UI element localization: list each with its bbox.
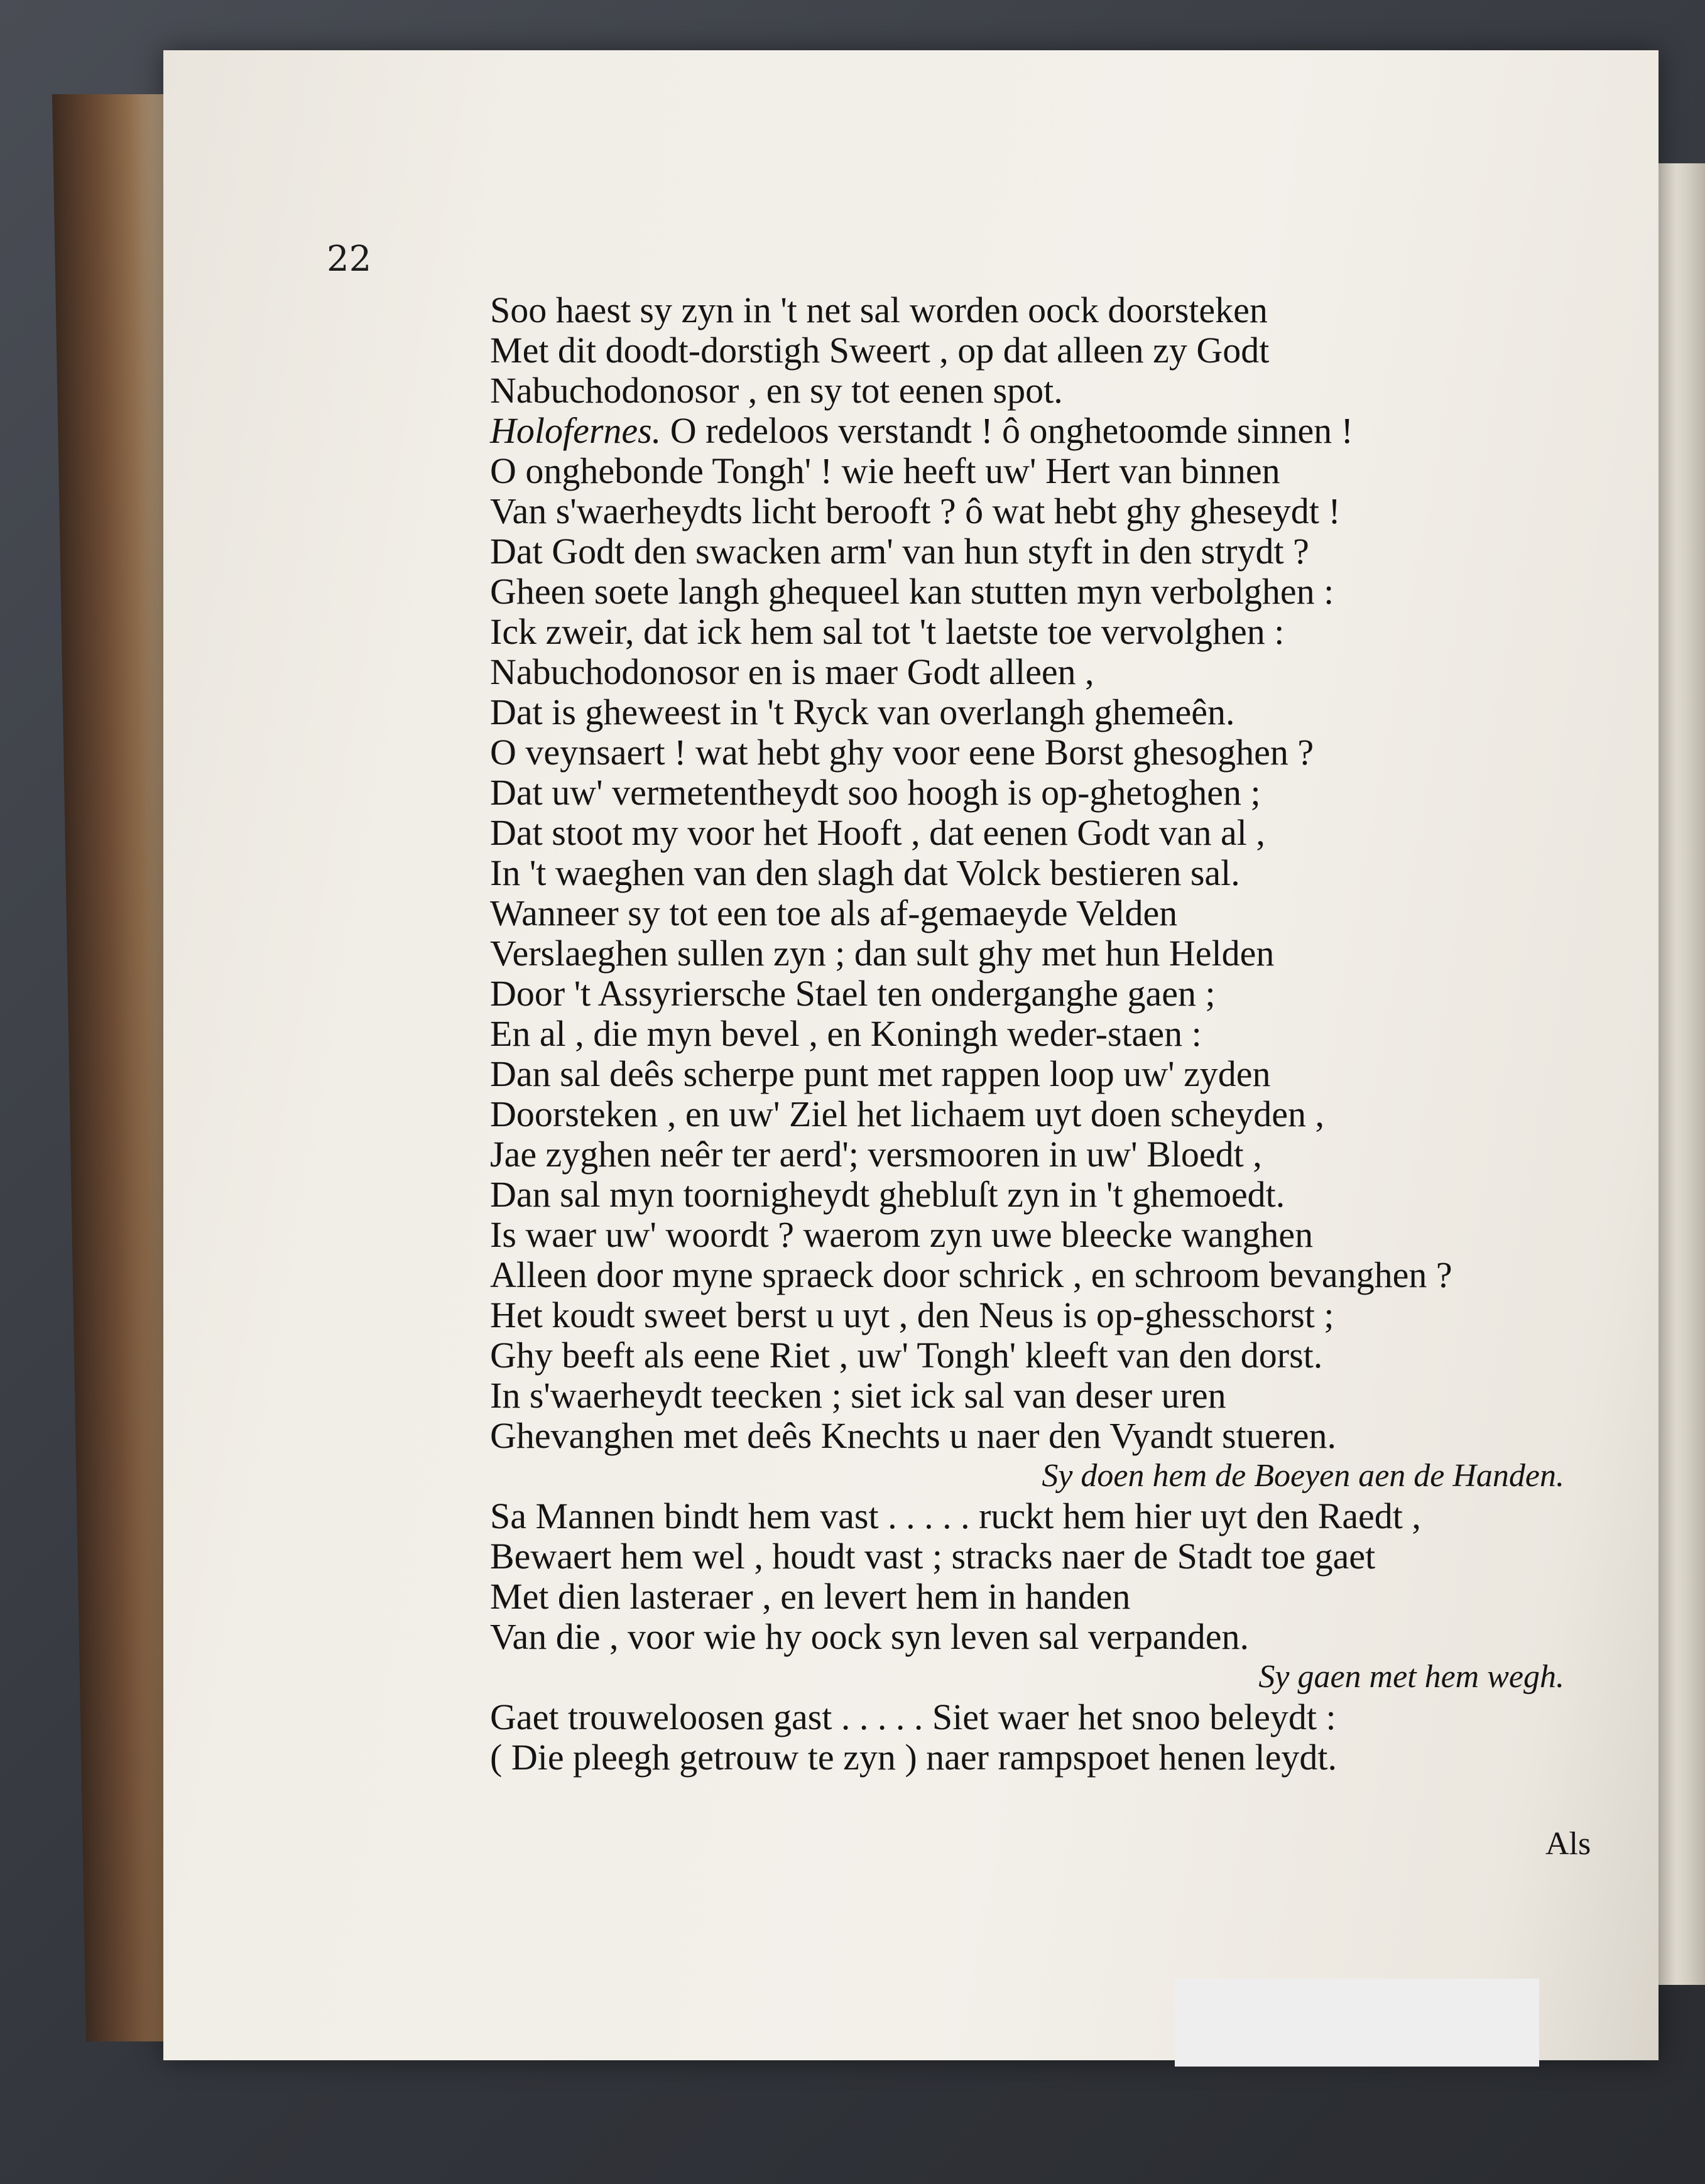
verse-line	[490, 652, 1621, 692]
verse-line-text: Van s'waerheydts licht berooft ? ô wat hebt ghy ghesеydt !	[490, 491, 1341, 531]
verse-line	[490, 773, 1621, 813]
verse-line	[490, 1094, 1621, 1134]
verse-line-text: Gaet trouweloosen gast . . . . . Siet waer het snoo beleydt :	[490, 1697, 1336, 1737]
verse-line-text: Bewaert hem wel , houdt vast ; stracks naer de Stadt toe gaet	[490, 1536, 1376, 1577]
verse-line-text: Soo haest sy zyn in 't net sal worden oock doorsteken	[490, 290, 1268, 330]
verse-line	[490, 1054, 1621, 1094]
verse-line-text: In s'waerheydt teecken ; siet ick sal van deser uren	[490, 1375, 1226, 1416]
verse-line-text: Dan sal deês scherpe punt met rappen loop uw' zyden	[490, 1053, 1271, 1094]
catchword: Als	[1545, 1826, 1591, 1862]
verse-line-text: Wanneer sy tot een toe als af-gemaeyde Velden	[490, 893, 1178, 933]
verse-line-text: Dat stoot my voor het Hooft , dat eenen Godt van al ,	[490, 812, 1265, 853]
verse-line	[490, 1577, 1621, 1617]
verse-line-text: Dan sal myn toornigheydt ghebluſt zyn in 't ghemoedt.	[490, 1174, 1285, 1215]
verse-line-text: In 't waeghen van den slagh dat Volck bestieren sal.	[490, 852, 1240, 893]
stage-direction: Sy gaen met hem wegh.	[1258, 1659, 1564, 1695]
verse-line	[490, 1737, 1621, 1778]
verse-line-text: Dat is gheweest in 't Ryck van overlangh ghemeên.	[490, 692, 1235, 732]
verse-line-text: O onghebonde Tongh' ! wie heeft uw' Hert van binnen	[490, 450, 1280, 491]
verse-line	[490, 1617, 1621, 1657]
verse-line-text: Nabuchodonosor en is maer Godt alleen ,	[490, 651, 1094, 692]
verse-line-text: O veynsaert ! wat hebt ghy voor eene Borst ghesoghen ?	[490, 732, 1314, 773]
verse-line-text: Verslaeghen sullen zyn ; dan sult ghy met hun Helden	[490, 933, 1275, 974]
verse-line-text: O redeloos verstandt ! ô onghetoomde sinnen !	[661, 410, 1353, 451]
verse-line-text: Dat uw' vermetentheydt soo hoogh is op-ghetoghen ;	[490, 772, 1261, 813]
page-number: 22	[327, 239, 372, 280]
verse-line-text: Alleen door myne spraeck door schrick , en schroom bevanghen ?	[490, 1254, 1452, 1295]
verse-line	[490, 1536, 1621, 1577]
verse-line	[490, 1376, 1621, 1416]
verse-line	[490, 451, 1621, 491]
verse-line-text: Ick zweir, dat ick hem sal tot 't laetste toe vervolghen :	[490, 611, 1285, 652]
verse-line-text: Jae zyghen neêr ter aerd'; versmooren in uw' Bloedt ,	[490, 1134, 1262, 1175]
stage-direction: Sy doen hem de Boeyen aen de Handen.	[1042, 1458, 1564, 1494]
verse-line-text: Nabuchodonosor , en sy tot eenen spot.	[490, 370, 1063, 411]
verse-line	[490, 1134, 1621, 1175]
verse-line	[490, 1496, 1621, 1536]
verse-line	[490, 531, 1621, 572]
verse-line-text: Ghevanghen met deês Knechts u naer den Vyandt stueren.	[490, 1415, 1336, 1456]
verse-line	[490, 1175, 1621, 1215]
verse-line	[490, 290, 1621, 330]
verse-line-text: Gheen soete langh ghequeel kan stutten myn verbolghen :	[490, 571, 1334, 612]
verse-line	[490, 933, 1621, 974]
verse-line	[490, 893, 1621, 933]
redaction-label	[1175, 1979, 1539, 2067]
speaker-name: Holofernes.	[490, 410, 662, 451]
verse-line-text: Met dien lasteraer , en levert hem in handen	[490, 1576, 1131, 1617]
verse-line	[490, 330, 1621, 371]
verse-line-text: Door 't Assyriersche Stael ten onderganghe gaen ;	[490, 973, 1216, 1014]
verse-line	[490, 572, 1621, 612]
verse-line	[490, 974, 1621, 1014]
verse-text-block	[490, 290, 1621, 1778]
verse-line-text: Ghy beeft als eene Riet , uw' Tongh' kleeft van den dorst.	[490, 1335, 1323, 1376]
verse-line	[490, 1215, 1621, 1255]
verse-line-text: Is waer uw' woordt ? waerom zyn uwe bleecke wanghen	[490, 1214, 1314, 1255]
verse-line-text: Van die , voor wie hy oock syn leven sal verpanden.	[490, 1616, 1250, 1657]
verse-line	[490, 1014, 1621, 1054]
verse-line	[490, 692, 1621, 732]
verse-line-text: ( Die pleegh getrouw te zyn ) naer rampspoet henen leydt.	[490, 1737, 1337, 1778]
verse-line	[490, 612, 1621, 652]
verse-line	[490, 853, 1621, 893]
verse-line-text: En al , die myn bevel , en Koningh weder-staen :	[490, 1013, 1202, 1054]
verse-line	[490, 371, 1621, 411]
verse-line	[490, 491, 1621, 531]
verse-line-text: Doorsteken , en uw' Ziel het lichaem uyt doen scheyden ,	[490, 1094, 1324, 1134]
verse-line	[490, 1295, 1621, 1335]
verse-line	[490, 1697, 1621, 1737]
verse-line-text: Sa Mannen bindt hem vast . . . . . ruckt hem hier uyt den Raedt ,	[490, 1496, 1421, 1536]
verse-line	[490, 1416, 1621, 1456]
verse-line	[490, 732, 1621, 773]
verse-line	[490, 1255, 1621, 1295]
verse-line	[490, 1335, 1621, 1376]
verse-line-text: Met dit doodt-dorstigh Sweert , op dat alleen zy Godt	[490, 330, 1270, 371]
verse-line-text: Dat Godt den swacken arm' van hun styft in den strydt ?	[490, 531, 1309, 572]
verse-line-text: Het koudt sweet berst u uyt , den Neus is op-ghesschorst ;	[490, 1295, 1334, 1335]
verse-line	[490, 411, 1621, 451]
verse-line	[490, 813, 1621, 853]
